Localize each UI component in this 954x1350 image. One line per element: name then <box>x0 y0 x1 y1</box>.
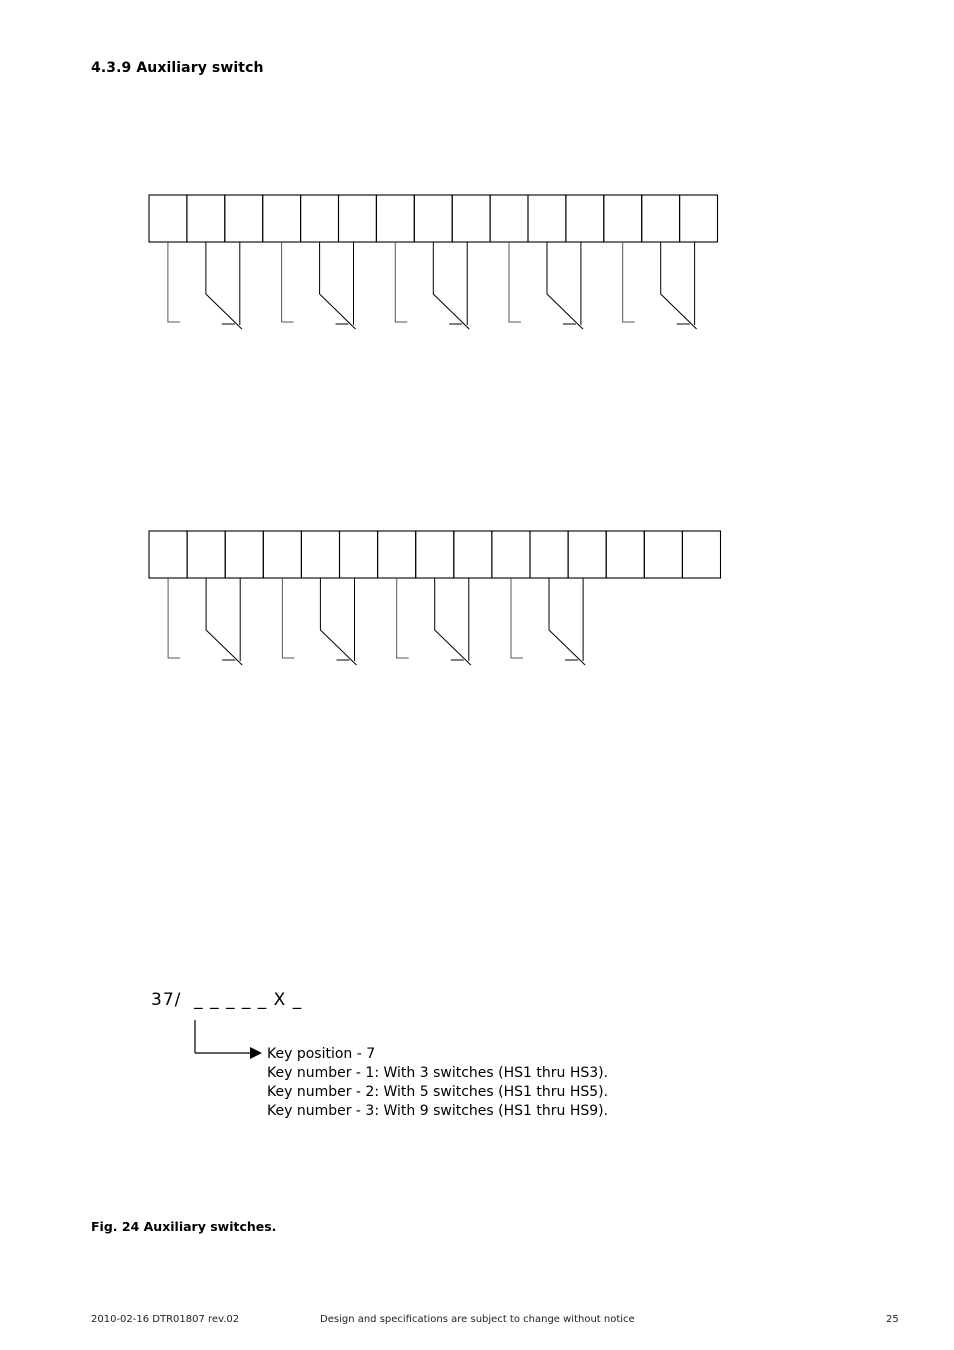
terminal-cell <box>376 195 414 242</box>
terminal-cell <box>568 531 606 578</box>
terminal-cell <box>492 531 530 578</box>
terminal-cell <box>566 195 604 242</box>
footer-date-doc: 2010-02-16 DTR01807 rev.02 <box>91 1314 240 1325</box>
terminal-cell <box>301 531 339 578</box>
terminal-cell <box>530 531 568 578</box>
terminal-cell <box>644 531 682 578</box>
terminal-cell <box>378 531 416 578</box>
legend-line: Key position - 7 <box>267 1046 376 1062</box>
switch-contact-symbol <box>282 242 356 329</box>
terminal-cell <box>416 531 454 578</box>
legend-line: Key number - 3: With 9 switches (HS1 thru HS9). <box>267 1103 609 1119</box>
ordering-code: 37/ _ _ _ _ _ X _ <box>151 990 303 1010</box>
terminal-cell <box>682 531 720 578</box>
terminal-cell <box>301 195 339 242</box>
terminal-cell <box>604 195 642 242</box>
footer-notice: Design and specifications are subject to change without notice <box>320 1314 635 1325</box>
terminal-cell <box>187 195 225 242</box>
terminal-cell <box>452 195 490 242</box>
switch-contact-symbol <box>397 578 471 665</box>
legend <box>267 1045 608 1121</box>
switch-contact-symbol <box>168 242 242 329</box>
terminal-cell <box>263 195 301 242</box>
terminal-strip-top <box>0 190 954 340</box>
terminal-cell <box>642 195 680 242</box>
terminal-cell <box>606 531 644 578</box>
terminal-cell <box>680 195 718 242</box>
terminal-cell <box>339 195 377 242</box>
footer-page-number: 25 <box>886 1314 899 1325</box>
terminal-strip-bottom <box>0 526 954 676</box>
switch-contact-symbol <box>282 578 356 665</box>
terminal-cell <box>454 531 492 578</box>
terminal-cell <box>263 531 301 578</box>
terminal-cell <box>225 195 263 242</box>
switch-contact-symbol <box>168 578 242 665</box>
terminal-cell <box>490 195 528 242</box>
legend-line: Key number - 1: With 3 switches (HS1 thru HS3). <box>267 1065 609 1081</box>
terminal-cell <box>528 195 566 242</box>
terminal-cell <box>187 531 225 578</box>
switch-contact-symbol <box>623 242 697 329</box>
terminal-cell <box>149 531 187 578</box>
figure-caption: Fig. 24 Auxiliary switches. <box>91 1219 277 1234</box>
terminal-cell <box>149 195 187 242</box>
terminal-cell <box>414 195 452 242</box>
switch-contact-symbol <box>395 242 469 329</box>
terminal-cell <box>225 531 263 578</box>
section-heading: 4.3.9 Auxiliary switch <box>91 60 264 76</box>
switch-contact-symbol <box>509 242 583 329</box>
terminal-cell <box>340 531 378 578</box>
switch-contact-symbol <box>511 578 585 665</box>
legend-line: Key number - 2: With 5 switches (HS1 thru HS5). <box>267 1084 609 1100</box>
